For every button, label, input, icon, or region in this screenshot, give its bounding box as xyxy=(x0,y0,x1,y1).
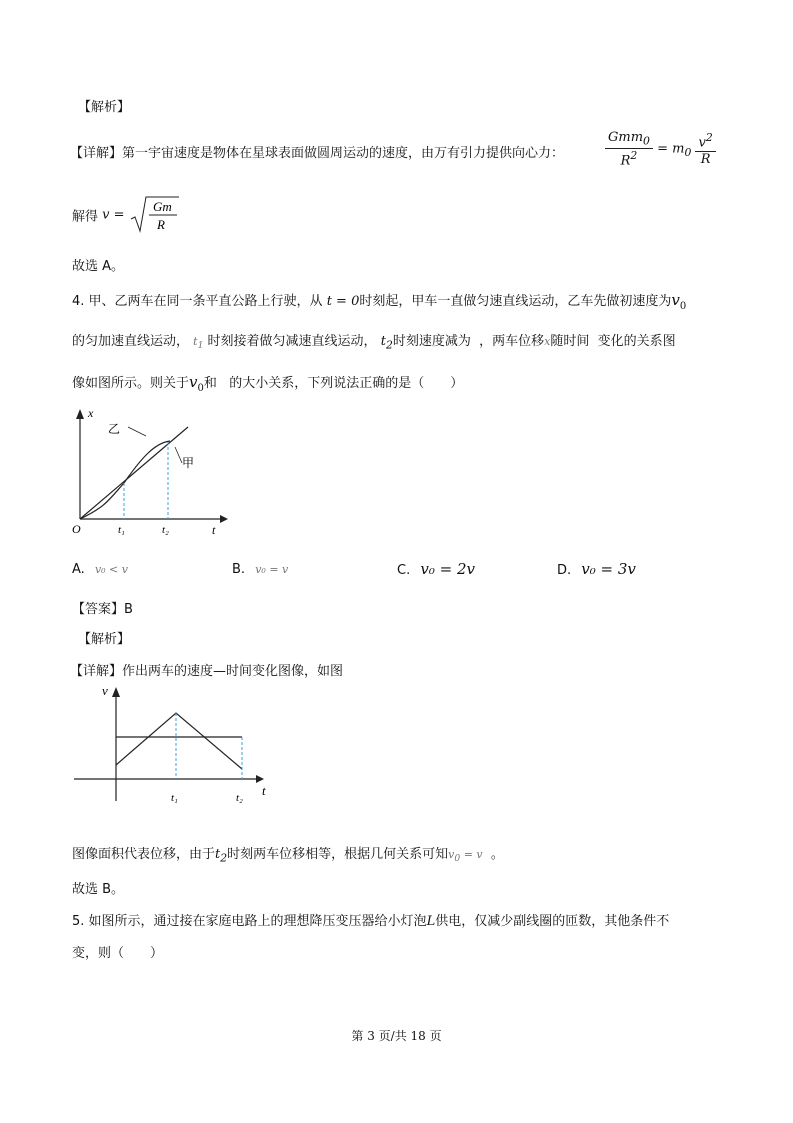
option-b[interactable] xyxy=(232,562,288,577)
q5-text-1b: 供电，仅减少副线圈的匝数，其他条件不 xyxy=(435,914,670,929)
q4-xiangjie-text: 作出两车的速度—时间变化图像，如图 xyxy=(122,664,344,679)
area-text-a: 图像面积代表位移，由于 xyxy=(72,847,216,862)
q4-text-3c: 的大小关系，下列说法正确的是（ ） xyxy=(229,376,464,391)
line-jia xyxy=(80,427,188,519)
q3-xiangjie xyxy=(70,142,564,161)
page-footer: 第 3 页/共 18 页 xyxy=(351,1029,442,1043)
option-a-label: A. xyxy=(72,562,85,577)
vt-t-arrow xyxy=(256,775,264,783)
vt-t2-label: t₂ xyxy=(236,792,243,804)
q4-text-2a: 的匀加速直线运动， xyxy=(72,334,190,349)
v0-equals-v: $v_0 = v$ xyxy=(448,848,483,865)
x-symbol: x xyxy=(544,335,551,348)
q3-solution xyxy=(72,195,181,235)
q4-number: 4. xyxy=(72,294,85,309)
option-b-expr: v₀ = v xyxy=(255,563,289,576)
vt-v-arrow xyxy=(112,687,120,697)
t-equals-zero: t = 0 xyxy=(326,294,360,309)
xt-t2-label: t₂ xyxy=(162,524,169,536)
area-text-b: 时刻两车位移相等，根据几何关系可知 xyxy=(227,847,449,862)
q4-line2 xyxy=(72,330,676,352)
v0-symbol: $v_0$ xyxy=(671,291,687,312)
vt-graph xyxy=(70,683,280,813)
q4-jiexi-tag: 【解析】 xyxy=(78,632,131,647)
svg-text:Gm: Gm xyxy=(152,199,172,214)
q4-answer: 【答案】B xyxy=(72,602,133,617)
q4-line1 xyxy=(72,290,686,312)
q4-conclusion: 故选 B。 xyxy=(72,882,125,897)
q4-text-2c: 时刻速度减为 xyxy=(392,334,471,349)
jiede-label: 解得 xyxy=(72,209,99,225)
xiangjie-tag: 【详解】 xyxy=(70,146,123,161)
option-a[interactable] xyxy=(72,562,128,577)
gravity-equation: $\frac{Gmm_0}{R^2}$ = $m_0$ $\frac{v^2}{R}$ xyxy=(605,130,716,168)
q5-line2: 变，则（ ） xyxy=(72,946,164,961)
label-jia: 甲 xyxy=(182,456,195,470)
t1-symbol: $t_1$ xyxy=(193,335,204,352)
q4-text-2e: 随时间 xyxy=(550,334,590,349)
yi-pointer xyxy=(128,427,146,436)
xt-graph xyxy=(70,405,240,540)
v0-symbol-2: $v_0$ xyxy=(189,373,204,394)
t2-symbol-2: $t_2$ xyxy=(215,847,228,865)
q4-xiangjie-tag: 【详解】 xyxy=(70,664,123,679)
vt-y-label: v xyxy=(102,683,108,698)
vt-yi-line xyxy=(116,713,242,769)
q4-text-2f: 变化的关系图 xyxy=(597,334,676,349)
xiangjie-text: 第一宇宙速度是物体在星球表面做圆周运动的速度，由万有引力提供向心力： xyxy=(122,146,565,161)
q4-line3 xyxy=(72,372,463,394)
vt-t1-label: t₁ xyxy=(171,792,178,804)
xt-t-arrow xyxy=(220,515,228,523)
q3-jiexi-tag: 【解析】 xyxy=(78,100,131,115)
velocity-formula: v = xyxy=(102,207,125,223)
svg-text:R: R xyxy=(156,217,165,232)
option-b-label: B. xyxy=(232,562,246,577)
option-c-label: C. xyxy=(397,563,411,578)
area-text-c: 。 xyxy=(490,847,504,862)
xt-x-arrow xyxy=(76,409,84,419)
t2-symbol: $t_2$ xyxy=(380,334,393,352)
xt-x-label: t xyxy=(212,523,216,537)
lamp-l-symbol: L xyxy=(426,914,436,929)
label-yi: 乙 xyxy=(108,422,121,436)
q4-text-1a: 甲、乙两车在同一条平直公路上行驶，从 xyxy=(88,294,323,309)
q4-text-2d: ，两车位移 xyxy=(479,334,545,349)
q5-text-1: 如图所示，通过接在家庭电路上的理想降压变压器给小灯泡 xyxy=(88,914,427,929)
option-d-label: D. xyxy=(557,563,572,578)
option-c[interactable] xyxy=(397,560,475,578)
q4-text-1b: 时刻起，甲车一直做匀速直线运动，乙车先做初速度为 xyxy=(359,294,672,309)
q4-text-3b: 和 xyxy=(203,376,217,391)
option-d-expr: v₀ = 3v xyxy=(581,560,636,578)
q3-conclusion: 故选 A。 xyxy=(72,259,125,274)
q4-area-explain xyxy=(72,843,504,865)
xt-t1-label: t₁ xyxy=(118,524,125,536)
q5-number: 5. xyxy=(72,914,85,929)
vt-x-label: t xyxy=(262,783,266,798)
sqrt-expression xyxy=(129,195,181,235)
option-d[interactable] xyxy=(557,560,636,578)
q5-line1 xyxy=(72,910,669,929)
q4-text-3a: 像如图所示。则关于 xyxy=(72,376,190,391)
option-c-expr: v₀ = 2v xyxy=(420,560,475,578)
jia-pointer xyxy=(175,447,182,463)
xt-y-label: x xyxy=(88,406,94,420)
q4-text-2b: 时刻接着做匀减速直线运动， xyxy=(207,334,377,349)
option-a-expr: v₀ < v xyxy=(94,563,128,576)
q4-xiangjie xyxy=(70,660,343,679)
xt-origin: O xyxy=(72,522,81,536)
